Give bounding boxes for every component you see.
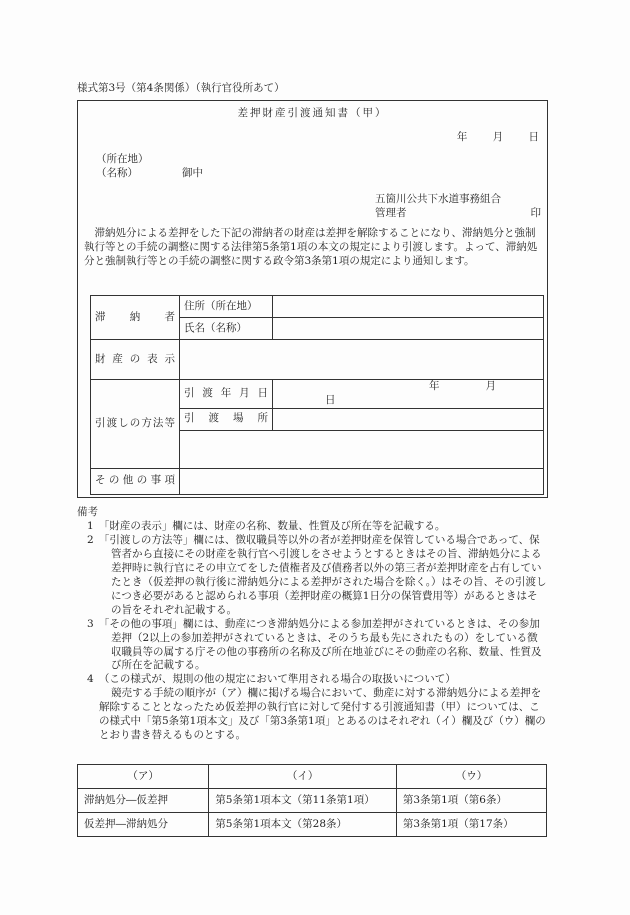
- issue-date: [457, 131, 539, 145]
- sender-manager: 管理者: [375, 207, 407, 219]
- note-1: 1 「財産の表示」欄には、財産の名称、数量、性質及び所在等を記載する。: [87, 519, 446, 532]
- note-4-body: 競売する手続の順序が（ア）欄に掲げる場合において、動産に対する滞納処分による差押を解除することとなったため仮差押の執行官に対して発付する引渡通知書（甲）については、この様式中「第5条第1項本文」及び「第3条第1項」とあるのはそれぞれ（イ）欄及び（ウ）欄のとおり書き替えるものとする。: [99, 687, 546, 742]
- sub-cell: 第3条第1項（第17条）: [396, 813, 546, 837]
- sub-header-a: （ア）: [78, 765, 209, 789]
- note-3: 3 「その他の事項」欄には、動産につき滞納処分による参加差押がされているときは、その参加差押（2以上の参加差押がされているときは、そのうち最も先にされたもの）をしている徴収職員等の属する庁その他の事務所の名称及び所在地並びにその動産の名称、数量、性質及び所在を記載する。: [87, 617, 542, 672]
- handover-month: 月: [485, 380, 496, 392]
- handover-place-label: 引渡場所: [180, 408, 273, 430]
- date-year: 年: [456, 131, 468, 143]
- delinquent-label: 滞 納 者: [91, 296, 180, 340]
- address-value: [273, 296, 544, 318]
- sub-cell: 第5条第1項本文（第28条）: [209, 813, 397, 837]
- sub-header-u: （ウ）: [396, 765, 546, 789]
- address-label: 住所（所在地）: [180, 296, 273, 318]
- handover-year: 年: [429, 380, 440, 392]
- sub-row: [78, 789, 547, 813]
- sender-manager-line: [375, 207, 541, 221]
- replacement-table: [77, 764, 547, 837]
- note-4: 4 （この様式が、規則の他の規定において準用される場合の取扱いについて）: [87, 673, 456, 686]
- notes-section: [77, 506, 547, 743]
- sub-row: [78, 813, 547, 837]
- property-label: 財産の表示: [91, 340, 180, 380]
- handover-day: 日: [325, 393, 336, 406]
- method-label: 引渡しの方法等: [91, 380, 180, 469]
- recipient-name-label: （名称）: [96, 167, 138, 179]
- recipient-address-label: （所在地）: [96, 153, 149, 165]
- handover-date-value: [273, 380, 544, 409]
- seal-mark: 印: [530, 207, 541, 219]
- sub-cell: 第3条第1項（第6条）: [396, 789, 546, 813]
- date-month: 月: [492, 131, 504, 143]
- document-title: 差押財産引渡通知書（甲）: [237, 107, 388, 119]
- recipient-name-line: [96, 167, 203, 181]
- notice-body: 滞納処分による差押をした下記の滞納者の財産は差押を解除することになり、滞納処分と強制執行等との手続の調整に関する法律第5条第1項の本文の規定により引渡します。よって、滞納処分と強制執行等との手続の調整に関する政令第3条第1項の規定により通知します。: [84, 227, 538, 267]
- name-label: 氏名（名称）: [180, 318, 273, 340]
- sub-cell: 仮差押―滞納処分: [78, 813, 209, 837]
- property-value: [180, 340, 544, 380]
- form-label: 様式第3号（第4条関係）（執行官役所あて）: [77, 82, 285, 94]
- other-label: その他の事項: [91, 468, 180, 494]
- name-value: [273, 318, 544, 340]
- date-day: 日: [528, 131, 539, 143]
- handover-date-label: 引渡年月日: [180, 380, 273, 409]
- sub-cell: 滞納処分―仮差押: [78, 789, 209, 813]
- sub-header-i: （イ）: [209, 765, 397, 789]
- note-2: 2 「引渡しの方法等」欄には、徴収職員等以外の者が差押財産を保管している場合であって、保管者から直接にその財産を執行官へ引渡しをさせようとするときはその旨、滞納処分による差押時に執行官にその申立てをした債権者及び債務者以外の第三者が差押財産を占有していたとき（仮差押の執行後に滞納処分による差押がされた場合を除く。）はその旨、その引渡しにつき必要があると認められる事項（差押財産の概算1日分の保管費用等）があるときはその旨をそれぞれ記載する。: [87, 533, 547, 616]
- sender-organization: 五箇川公共下水道事務組合: [375, 193, 501, 205]
- notice-frame: [77, 100, 548, 498]
- method-extra: [180, 430, 544, 468]
- property-table: [90, 295, 544, 495]
- sub-cell: 第5条第1項本文（第11条第1項）: [209, 789, 397, 813]
- other-value: [180, 468, 544, 494]
- notes-heading: 備考: [77, 506, 98, 518]
- handover-place-value: [273, 408, 544, 430]
- recipient-honorific: 御中: [182, 167, 203, 179]
